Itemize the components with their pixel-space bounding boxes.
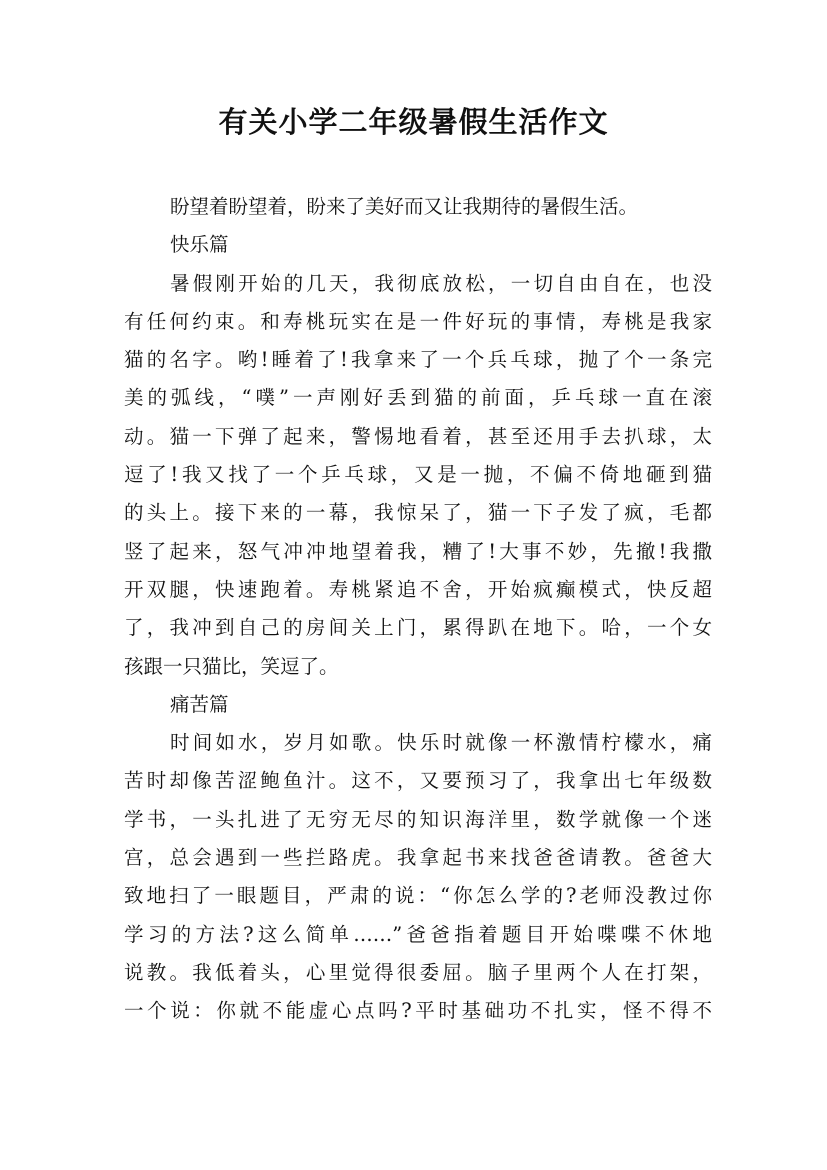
essay-body <box>124 188 712 1031</box>
document-title: 有关小学二年级暑假生活作文 <box>218 105 609 139</box>
text-line: 逗了!我又找了一个乒乓球，又是一抛，不偏不倚地砸到猫 <box>124 463 712 487</box>
text-line: 学习的方法?这么简单……”爸爸指着题目开始喋喋不休地 <box>124 922 712 946</box>
text-line: 的头上。接下来的一幕，我惊呆了，猫一下子发了疯，毛都 <box>124 501 712 525</box>
text-line: 苦时却像苦涩鲍鱼汁。这不，又要预习了，我拿出七年级数 <box>124 769 712 793</box>
text-line: 有任何约束。和寿桃玩实在是一件好玩的事情，寿桃是我家 <box>124 309 712 333</box>
text-line: 学书，一头扎进了无穷无尽的知识海洋里，数学就像一个迷 <box>124 807 712 831</box>
text-line: 美的弧线，“噗”一声刚好丢到猫的前面，乒乓球一直在滚 <box>124 386 712 410</box>
text-line: 一个说：你就不能虚心点吗?平时基础功不扎实，怪不得不 <box>124 999 712 1023</box>
text-line: 开双腿，快速跑着。寿桃紧追不舍，开始疯癫模式，快反超 <box>124 577 712 601</box>
text-line: 动。猫一下弹了起来，警惕地看着，甚至还用手去扒球，太 <box>124 424 712 448</box>
text-line: 暑假刚开始的几天，我彻底放松，一切自由自在，也没 <box>170 271 712 295</box>
text-line: 痛苦篇 <box>170 692 229 716</box>
text-line: 了，我冲到自己的房间关上门，累得趴在地下。哈，一个女 <box>124 616 712 640</box>
text-line: 孩跟一只猫比，笑逗了。 <box>124 654 339 678</box>
text-line: 说教。我低着头，心里觉得很委屈。脑子里两个人在打架， <box>124 960 712 984</box>
text-line: 致地扫了一眼题目，严肃的说：“你怎么学的?老师没教过你 <box>124 884 712 908</box>
text-line: 猫的名字。哟!睡着了!我拿来了一个兵乓球，抛了个一条完 <box>124 348 712 372</box>
text-line: 宫，总会遇到一些拦路虎。我拿起书来找爸爸请教。爸爸大 <box>124 846 712 870</box>
text-line: 竖了起来，怒气冲冲地望着我，糟了!大事不妙，先撤!我撒 <box>124 539 712 563</box>
text-line: 时间如水，岁月如歌。快乐时就像一杯激情柠檬水，痛 <box>170 731 712 755</box>
text-line: 盼望着盼望着，盼来了美好而又让我期待的暑假生活。 <box>170 195 639 218</box>
text-line: 快乐篇 <box>170 233 229 257</box>
